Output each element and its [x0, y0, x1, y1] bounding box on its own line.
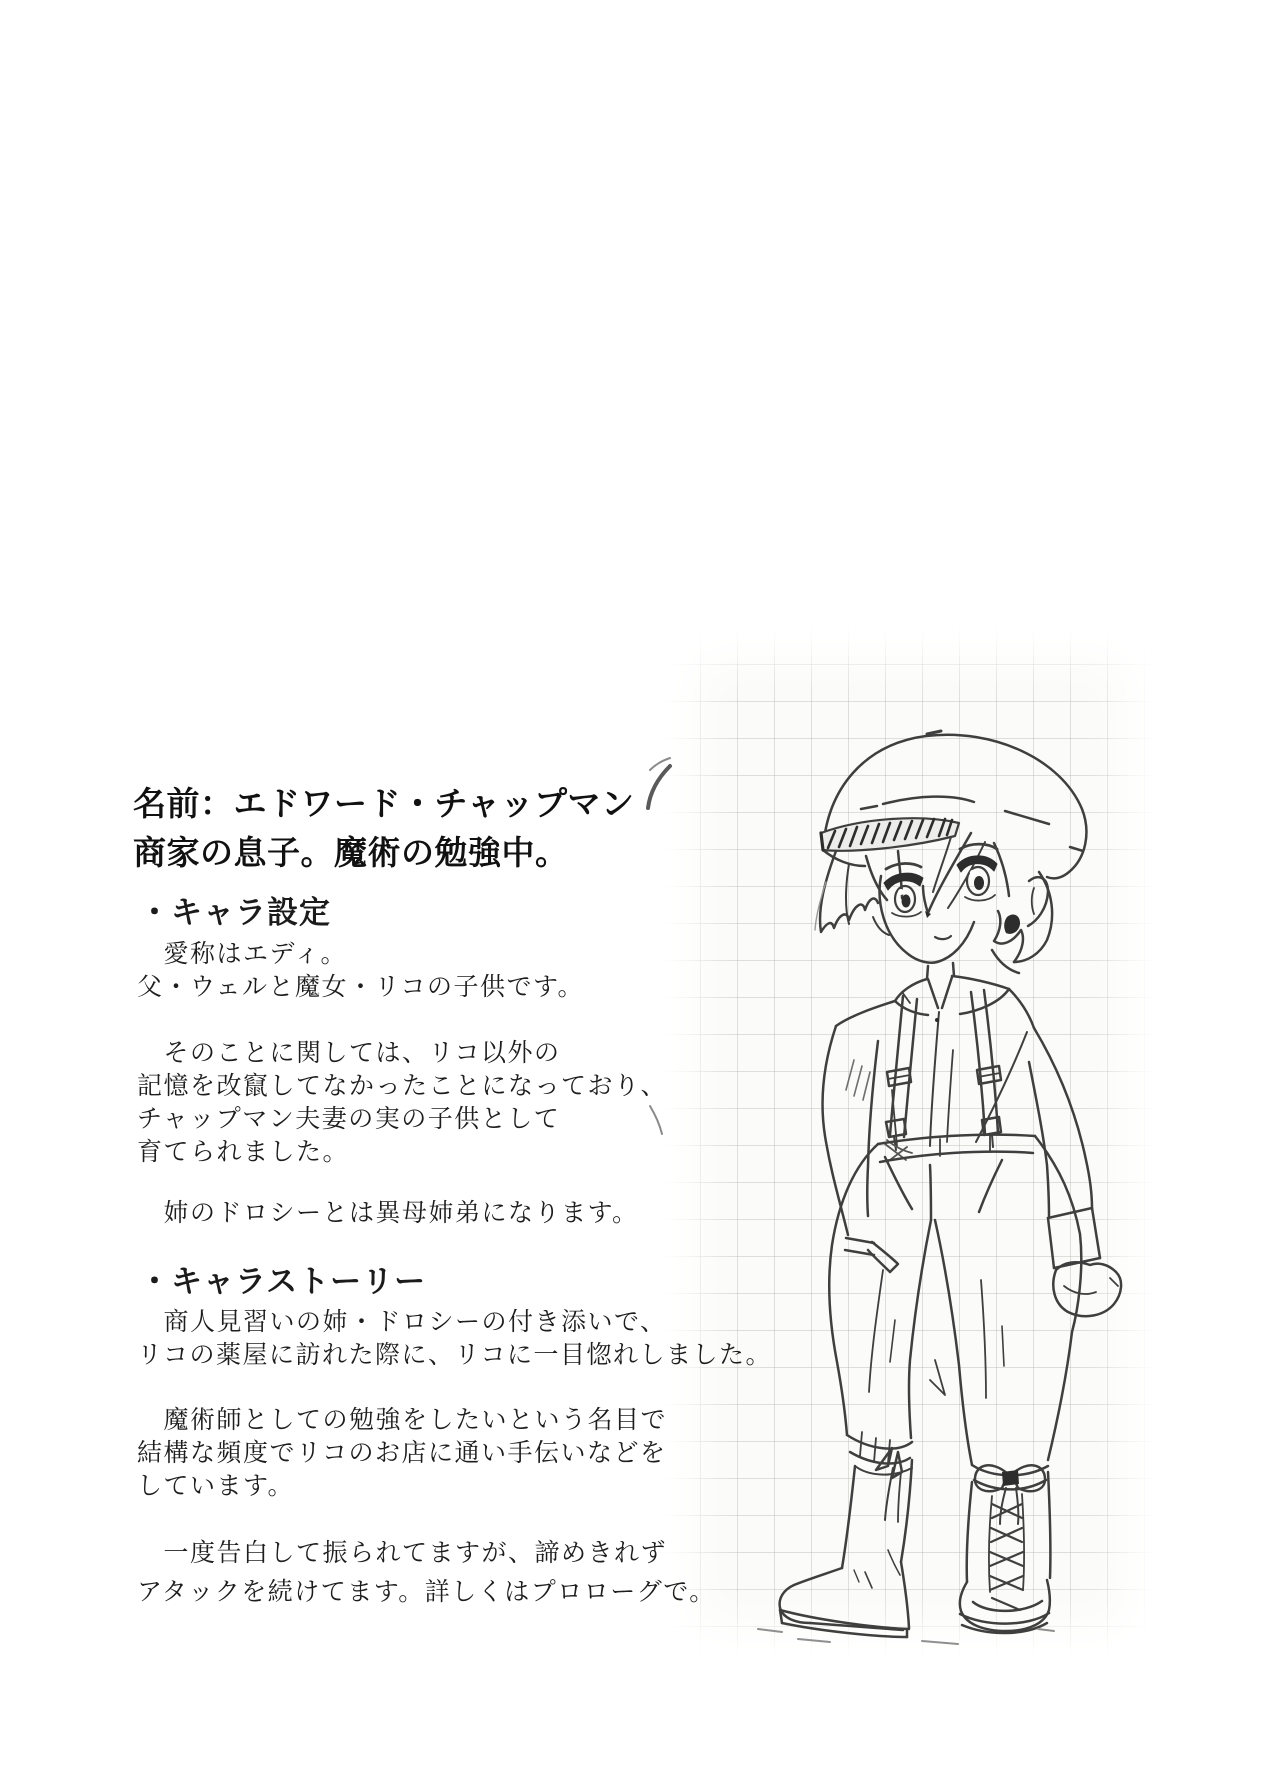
left-eyebrow [886, 863, 921, 869]
page-title [133, 779, 635, 877]
paragraph [137, 1404, 667, 1503]
text-line: 愛称はエディ。 [137, 941, 348, 968]
right-eye [957, 856, 997, 901]
paragraph [137, 1197, 639, 1230]
left-knee-tie [847, 1432, 912, 1522]
text-line: そのことに関しては、リコ以外の [137, 1040, 561, 1067]
jaw-shadow [1004, 915, 1020, 934]
paragraph [137, 1534, 716, 1612]
text-line: 結構な頻度でリコのお店に通い手伝いなどを [137, 1440, 667, 1467]
text-line: リコの薬屋に訪れた際に、リコに一目惚れしました。 [137, 1342, 773, 1369]
title-line: 名前：エドワード・チャップマン [133, 785, 635, 823]
paragraph [137, 938, 584, 1004]
text-line: 魔術師としての勉強をしたいという名目で [137, 1407, 668, 1434]
text-line: 父・ウェルと魔女・リコの子供です。 [137, 974, 585, 1001]
text-line: 姉のドロシーとは異母姉弟になります。 [137, 1200, 639, 1227]
section-heading-chara-setting: ・キャラ設定 [139, 895, 331, 930]
text-line: 商人見習いの姉・ドロシーの付き添いで、 [137, 1309, 667, 1336]
right-fist [1053, 1262, 1121, 1316]
face [880, 844, 1048, 979]
mouth [935, 936, 951, 939]
text-line: 育てられました。 [137, 1139, 350, 1166]
right-boot [960, 1472, 1051, 1633]
left-boot [780, 1460, 912, 1637]
character-sketch [640, 620, 1160, 1665]
text-line: 一度告白して振られてますが、諦めきれず [137, 1540, 668, 1567]
newsboy-cap [821, 731, 1086, 878]
text-line: アタックを続けてます。詳しくはプロローグで。 [137, 1579, 716, 1606]
stray-pencil-marks [648, 758, 670, 1134]
title-line: 商家の息子。魔術の勉強中。 [133, 834, 569, 872]
shirt [836, 976, 1034, 1147]
hair [815, 833, 1052, 973]
text-line: チャップマン夫妻の実の子供として [137, 1106, 561, 1133]
section-heading-chara-story: ・キャラストーリー [139, 1264, 427, 1299]
right-knee-bow [972, 1465, 1048, 1524]
text-line: しています。 [137, 1473, 295, 1500]
text-line: 記憶を改竄してなかったことになっており、 [137, 1073, 668, 1100]
paragraph [137, 1037, 667, 1169]
left-eye [884, 873, 923, 916]
left-hand [868, 1242, 898, 1272]
right-arm [1029, 1028, 1121, 1316]
